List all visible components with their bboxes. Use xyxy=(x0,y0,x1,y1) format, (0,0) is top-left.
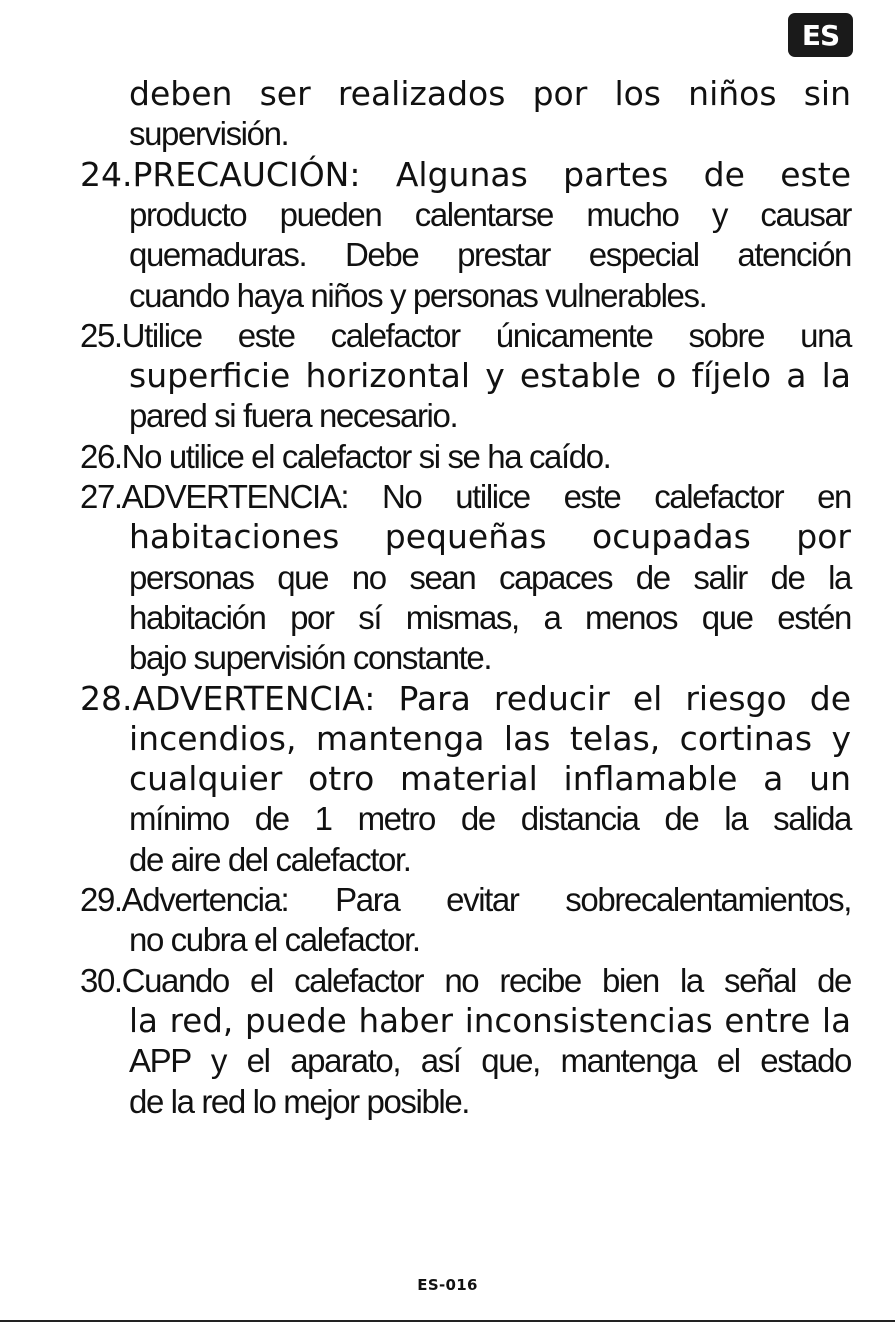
list-item-start-line: 25.Utilice este calefactor únicamente sobre una xyxy=(80,316,851,354)
list-item-start-line: 24.PRECAUCIÓN: Algunas partes de este xyxy=(80,154,851,194)
text-line: habitaciones pequeñas ocupadas por xyxy=(129,517,851,557)
bottom-rule xyxy=(0,1320,895,1322)
list-item-start-line: 26.No utilice el calefactor si se ha caído. xyxy=(80,437,611,475)
text-line: APP y el aparato, así que, mantenga el estado xyxy=(129,1042,851,1080)
language-badge: ES xyxy=(788,13,853,57)
text-line: incendios, mantenga las telas, cortinas y xyxy=(129,718,851,758)
text-line: no cubra el calefactor. xyxy=(129,921,420,959)
page-number: ES-016 xyxy=(417,1276,478,1294)
text-line: deben ser realizados por los niños sin xyxy=(129,74,851,113)
text-line: cualquier otro material inflamable a un xyxy=(129,759,851,799)
text-line: quemaduras. Debe prestar especial atención xyxy=(129,236,851,274)
text-line: la red, puede haber inconsistencias entre la xyxy=(129,1001,851,1040)
text-line: supervisión. xyxy=(129,115,289,153)
list-item-start-line: 27.ADVERTENCIA: No utilice este calefactor en xyxy=(80,478,851,515)
text-line: superficie horizontal y estable o fíjelo a la xyxy=(129,356,851,396)
list-item-start-line: 30.Cuando el calefactor no recibe bien la señal de xyxy=(80,961,851,999)
list-item-start-line: 29.Advertencia: Para evitar sobrecalentamientos, xyxy=(80,881,851,918)
text-line: cuando haya niños y personas vulnerables. xyxy=(129,276,707,314)
text-line: mínimo de 1 metro de distancia de la salida xyxy=(129,800,851,838)
text-line: personas que no sean capaces de salir de la xyxy=(129,558,851,596)
text-line: de la red lo mejor posible. xyxy=(129,1082,470,1120)
text-line: producto pueden calentarse mucho y causar xyxy=(129,195,851,233)
list-item-start-line: 28.ADVERTENCIA: Para reducir el riesgo de xyxy=(80,678,851,718)
text-line: pared si fuera necesario. xyxy=(129,397,458,435)
text-line: habitación por sí mismas, a menos que estén xyxy=(129,598,851,636)
text-line: bajo supervisión constante. xyxy=(129,639,492,677)
text-line: de aire del calefactor. xyxy=(129,840,411,878)
